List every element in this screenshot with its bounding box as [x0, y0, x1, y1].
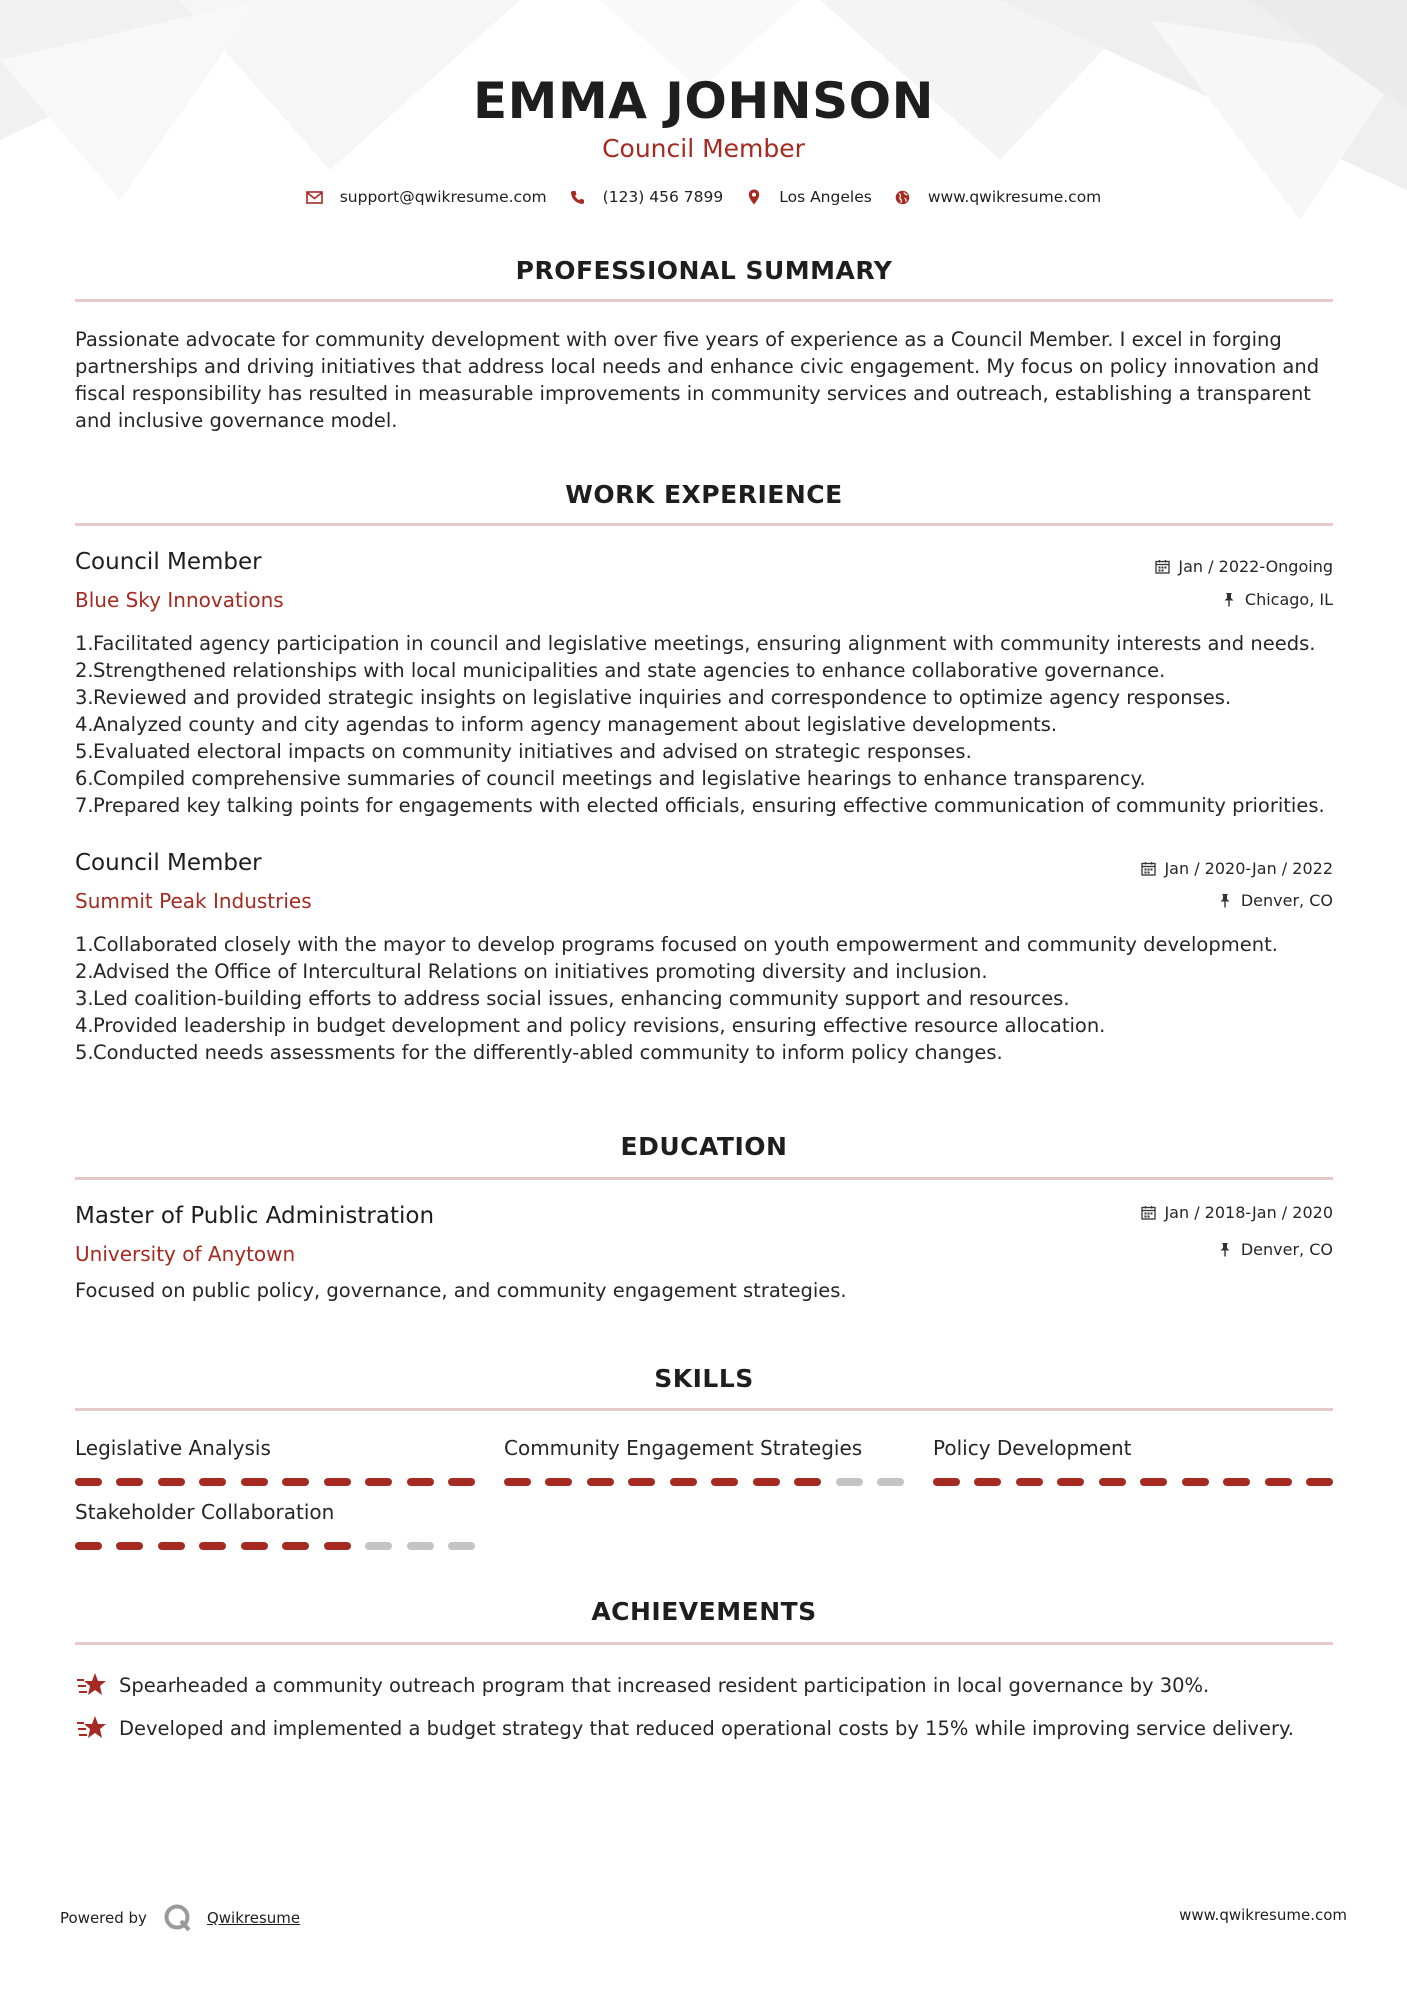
skill-level-segment — [1223, 1478, 1250, 1486]
list-item: 3.Led coalition-building efforts to address social issues, enhancing community support and resources. — [75, 987, 1070, 1010]
award-star-icon — [75, 1713, 109, 1743]
skill-level-segment — [448, 1542, 475, 1550]
skill-level-bar — [75, 1542, 475, 1550]
candidate-name: EMMA JOHNSON — [473, 72, 934, 130]
skill-level-segment — [448, 1478, 475, 1486]
summary-text: Passionate advocate for community development with over five years of experience as a Council Member. I excel in forging partnerships and driving initiatives that address local needs and enhance civic engagement. My focus on policy innovation and fiscal responsibility has resulted in measurable improvements in community services and outreach, establishing a transparent and inclusive governance model. — [75, 328, 1320, 432]
job-2-location-text: Denver, CO — [1240, 891, 1333, 910]
job-2-title: Council Member — [75, 850, 262, 876]
contact-location — [745, 188, 872, 206]
education-description: Focused on public policy, governance, and community engagement strategies. — [75, 1279, 847, 1302]
qwikresume-link[interactable]: Qwikresume — [206, 1909, 301, 1927]
skill-level-segment — [75, 1542, 102, 1550]
skill-level-segment — [407, 1478, 434, 1486]
skill-level-segment — [407, 1542, 434, 1550]
list-item: 2.Advised the Office of Intercultural Relations on initiatives promoting diversity and inclusion. — [75, 960, 988, 983]
phone-icon — [569, 188, 587, 206]
skill-legislative-analysis — [75, 1434, 475, 1486]
powered-by-label: Powered by — [60, 1909, 147, 1927]
skills-divider — [75, 1408, 1333, 1411]
skill-level-segment — [1099, 1478, 1126, 1486]
envelope-icon — [306, 188, 324, 206]
skill-level-segment — [587, 1478, 614, 1486]
skill-level-segment — [75, 1478, 102, 1486]
calendar-icon — [1154, 559, 1170, 575]
skills-heading: SKILLS — [654, 1364, 754, 1393]
skill-level-segment — [116, 1542, 143, 1550]
skill-level-segment — [670, 1478, 697, 1486]
list-item: 2.Strengthened relationships with local municipalities and state agencies to enhance collaborative governance. — [75, 659, 1166, 682]
skill-level-segment — [282, 1478, 309, 1486]
list-item: 5.Conducted needs assessments for the differently-abled community to inform policy changes. — [75, 1041, 1003, 1064]
job-1-company: Blue Sky Innovations — [75, 588, 284, 612]
skill-level-segment — [711, 1478, 738, 1486]
achievement-text: Spearheaded a community outreach program that increased resident participation in local governance by 30%. — [119, 1673, 1210, 1697]
skill-level-bar — [933, 1478, 1333, 1486]
skill-level-segment — [158, 1478, 185, 1486]
job-1-location — [1221, 590, 1333, 609]
skill-level-segment — [545, 1478, 572, 1486]
summary-heading: PROFESSIONAL SUMMARY — [515, 256, 893, 285]
award-star-icon — [75, 1670, 109, 1700]
job-1-title: Council Member — [75, 549, 262, 575]
achievement-item — [75, 1670, 1345, 1700]
achievements-heading: ACHIEVEMENTS — [591, 1597, 817, 1626]
skill-level-bar — [75, 1478, 475, 1486]
list-item: 1.Facilitated agency participation in council and legislative meetings, ensuring alignment with community interests and needs. — [75, 632, 1316, 655]
skill-level-segment — [158, 1542, 185, 1550]
skill-level-segment — [794, 1478, 821, 1486]
skill-level-segment — [282, 1542, 309, 1550]
contact-phone[interactable] — [569, 188, 724, 206]
achievement-item — [75, 1713, 1345, 1743]
contact-email[interactable] — [306, 188, 547, 206]
pushpin-icon — [1217, 1242, 1233, 1258]
list-item: 6.Compiled comprehensive summaries of council meetings and legislative hearings to enhance transparency. — [75, 767, 1146, 790]
skill-level-segment — [877, 1478, 904, 1486]
skill-level-segment — [365, 1478, 392, 1486]
skill-name: Stakeholder Collaboration — [75, 1500, 335, 1524]
footer-powered-by — [60, 1903, 300, 1933]
skill-level-segment — [116, 1478, 143, 1486]
candidate-title: Council Member — [602, 134, 805, 163]
achievements-divider — [75, 1642, 1333, 1645]
list-item: 4.Analyzed county and city agendas to inform agency management about legislative developments. — [75, 713, 1058, 736]
pushpin-icon — [1221, 592, 1237, 608]
skill-level-segment — [628, 1478, 655, 1486]
job-2-dates — [1140, 859, 1333, 878]
skill-level-segment — [324, 1542, 351, 1550]
skill-level-segment — [241, 1542, 268, 1550]
skill-name: Legislative Analysis — [75, 1436, 271, 1460]
globe-icon — [894, 188, 912, 206]
skill-level-segment — [504, 1478, 531, 1486]
skill-level-segment — [199, 1542, 226, 1550]
job-2-bullets — [75, 931, 1345, 1066]
job-1-dates-text: Jan / 2022-Ongoing — [1178, 557, 1333, 576]
education-dates-text: Jan / 2018-Jan / 2020 — [1164, 1203, 1333, 1222]
skill-stakeholder-collaboration — [75, 1498, 475, 1550]
pushpin-icon — [1217, 893, 1233, 909]
skill-level-segment — [1182, 1478, 1209, 1486]
education-heading: EDUCATION — [620, 1132, 788, 1161]
calendar-icon — [1140, 861, 1156, 877]
footer-website-link[interactable]: www.qwikresume.com — [1179, 1906, 1347, 1924]
list-item: 5.Evaluated electoral impacts on community initiatives and advised on strategic responses. — [75, 740, 972, 763]
job-1-dates — [1154, 557, 1333, 576]
list-item: 3.Reviewed and provided strategic insights on legislative inquiries and correspondence to optimize agency responses. — [75, 686, 1232, 709]
education-location-text: Denver, CO — [1240, 1240, 1333, 1259]
qwikresume-logo-icon — [163, 1903, 193, 1933]
job-2-location — [1217, 891, 1333, 910]
education-degree: Master of Public Administration — [75, 1203, 435, 1229]
contact-website-text: www.qwikresume.com — [927, 188, 1102, 206]
skill-level-segment — [836, 1478, 863, 1486]
achievement-text: Developed and implemented a budget strategy that reduced operational costs by 15% while improving service delivery. — [119, 1716, 1294, 1740]
job-2-dates-text: Jan / 2020-Jan / 2022 — [1164, 859, 1333, 878]
skill-level-segment — [324, 1478, 351, 1486]
list-item: 4.Provided leadership in budget development and policy revisions, ensuring effective resource allocation. — [75, 1014, 1106, 1037]
contact-website[interactable] — [894, 188, 1101, 206]
job-1-location-text: Chicago, IL — [1244, 590, 1333, 609]
contact-bar — [0, 188, 1407, 206]
experience-divider — [75, 523, 1333, 526]
skill-level-segment — [1057, 1478, 1084, 1486]
skill-level-segment — [241, 1478, 268, 1486]
skill-level-bar — [504, 1478, 904, 1486]
map-pin-icon — [745, 188, 763, 206]
skill-name: Community Engagement Strategies — [504, 1436, 863, 1460]
contact-email-text: support@qwikresume.com — [339, 188, 547, 206]
list-item: 1.Collaborated closely with the mayor to develop programs focused on youth empowerment and community development. — [75, 933, 1278, 956]
skill-level-segment — [199, 1478, 226, 1486]
skill-level-segment — [1016, 1478, 1043, 1486]
skill-level-segment — [365, 1542, 392, 1550]
skill-name: Policy Development — [933, 1436, 1132, 1460]
skill-policy-development — [933, 1434, 1333, 1486]
job-2-company: Summit Peak Industries — [75, 889, 312, 913]
skill-level-segment — [974, 1478, 1001, 1486]
contact-location-text: Los Angeles — [779, 188, 872, 206]
education-school: University of Anytown — [75, 1242, 296, 1266]
skill-level-segment — [753, 1478, 780, 1486]
skill-level-segment — [1306, 1478, 1333, 1486]
contact-phone-text: (123) 456 7899 — [602, 188, 724, 206]
education-dates — [1140, 1203, 1333, 1222]
job-1-bullets — [75, 630, 1345, 819]
summary-divider — [75, 299, 1333, 302]
skill-level-segment — [1140, 1478, 1167, 1486]
experience-heading: WORK EXPERIENCE — [565, 480, 843, 509]
skill-level-segment — [1265, 1478, 1292, 1486]
calendar-icon — [1140, 1205, 1156, 1221]
education-location — [1217, 1240, 1333, 1259]
list-item: 7.Prepared key talking points for engagements with elected officials, ensuring effective communication of community priorities. — [75, 794, 1325, 817]
skill-level-segment — [933, 1478, 960, 1486]
skill-community-engagement-strategies — [504, 1434, 904, 1486]
education-divider — [75, 1177, 1333, 1180]
